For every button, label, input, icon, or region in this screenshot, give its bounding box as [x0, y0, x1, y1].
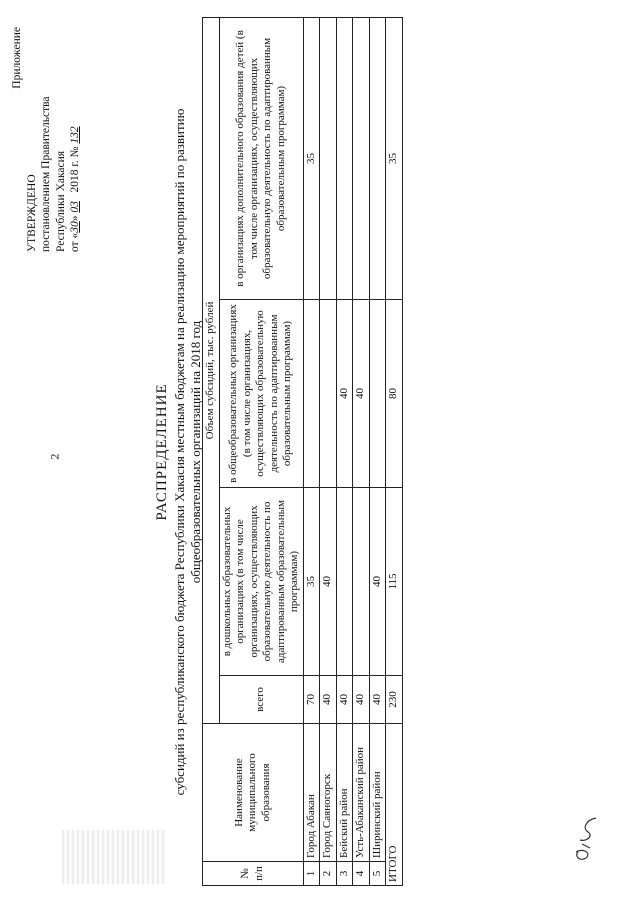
attachment-label: Приложение [11, 27, 23, 89]
decree-line: постановлением Правительства [40, 96, 52, 252]
total-sum: 230 [386, 676, 403, 724]
cell-num: 3 [336, 862, 353, 886]
header-row-1 [203, 18, 220, 886]
table-row [353, 18, 370, 886]
cell-general [369, 300, 386, 488]
scan-stamp [62, 830, 166, 884]
total-preschool: 115 [386, 488, 403, 676]
date-mid: » [69, 212, 81, 222]
cell-preschool [353, 488, 370, 676]
header-num: № п/п [203, 862, 304, 886]
total-general: 80 [386, 300, 403, 488]
total-row [386, 18, 403, 886]
cell-additional: 35 [303, 18, 320, 300]
approval-block [10, 27, 83, 252]
cell-additional [320, 18, 337, 300]
cell-total: 40 [336, 676, 353, 724]
cell-total: 40 [320, 676, 337, 724]
document-subtitle-2: общеобразовательных организаций на 2018 год [188, 320, 203, 584]
header-preschool: в дошкольных образовательных организациях (в том числе организациях, осуществляющих образовательную деятельность по адаптированным образовательным программам) [219, 488, 303, 676]
subsidy-table [202, 17, 403, 886]
cell-total: 40 [369, 676, 386, 724]
cell-additional [336, 18, 353, 300]
date-prefix: от « [69, 232, 81, 252]
approved-label: УТВЕРЖДЕНО [25, 174, 38, 252]
decree-number: 132 [69, 126, 81, 144]
cell-name: Бейский район [336, 724, 353, 862]
cell-additional [353, 18, 370, 300]
date-day: 30 [69, 221, 81, 233]
table-row [320, 18, 337, 886]
cell-num: 5 [369, 862, 386, 886]
header-volume: Объем субсидий, тыс. рублей [203, 18, 220, 724]
cell-name: Усть-Абаканский район [353, 724, 370, 862]
header-name: Наименование муниципального образования [203, 724, 304, 862]
cell-general [303, 300, 320, 488]
header-total: всего [219, 676, 303, 724]
cell-name: Город Абакан [303, 724, 320, 862]
cell-name: Ширинский район [369, 724, 386, 862]
cell-preschool [336, 488, 353, 676]
cell-name: Город Саяногорск [320, 724, 337, 862]
cell-general: 40 [353, 300, 370, 488]
date-year: 2018 г. № [69, 146, 81, 193]
header-additional: в организациях дополнительного образования детей (в том числе организациях, осуществляющих образовательную деятельность по адаптированным образовательным программам) [219, 18, 303, 300]
cell-general: 40 [336, 300, 353, 488]
document-title: РАСПРЕДЕЛЕНИЕ [154, 383, 170, 521]
cell-preschool: 35 [303, 488, 320, 676]
header-general: в общеобразовательных организациях (в том числе организациях, осуществляющих образовательную деятельность по адаптированным образовательным программам) [219, 300, 303, 488]
cell-num: 2 [320, 862, 337, 886]
cell-num: 4 [353, 862, 370, 886]
cell-general [320, 300, 337, 488]
table-row [336, 18, 353, 886]
table-row [303, 18, 320, 886]
cell-preschool: 40 [320, 488, 337, 676]
document-heading [152, 12, 204, 892]
total-label: ИТОГО [386, 724, 403, 886]
date-line [68, 27, 83, 252]
cell-total: 40 [353, 676, 370, 724]
rotated-document [10, 12, 630, 892]
date-month: 03 [69, 201, 81, 213]
cell-num: 1 [303, 862, 320, 886]
table-row [369, 18, 386, 886]
document-subtitle-1: субсидий из республиканского бюджета Республики Хакасия местным бюджетам на реализацию мероприятий по развитию [172, 108, 187, 796]
cell-additional [369, 18, 386, 300]
total-additional: 35 [386, 18, 403, 300]
republic-line: Республики Хакасия [54, 150, 67, 252]
cell-preschool: 40 [369, 488, 386, 676]
signature-mark [552, 808, 612, 870]
page-number: 2 [47, 453, 62, 460]
cell-total: 70 [303, 676, 320, 724]
